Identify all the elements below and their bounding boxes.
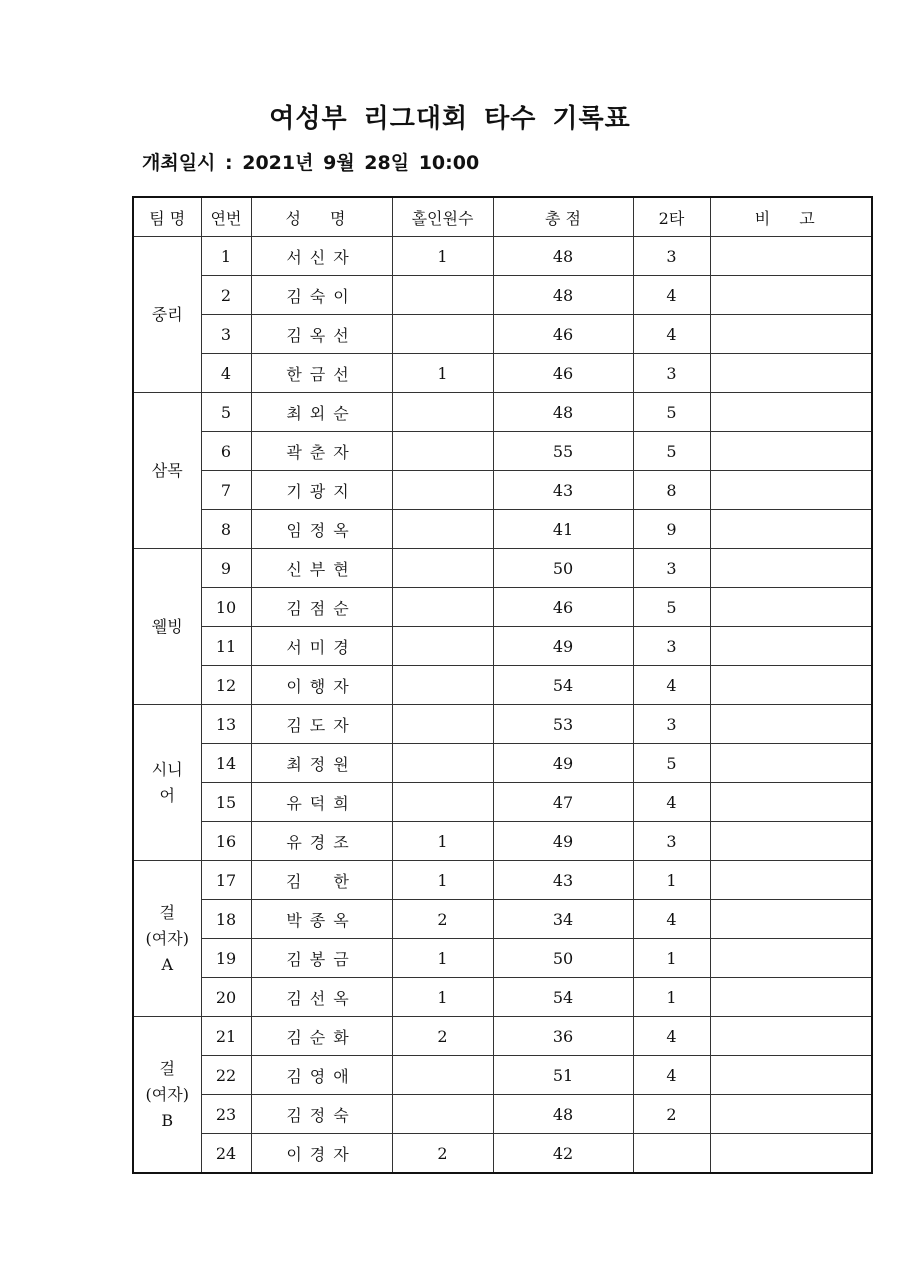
total-score-cell: 46 <box>493 354 633 393</box>
player-no-cell: 5 <box>201 393 251 432</box>
note-cell <box>710 1017 872 1056</box>
player-no-cell: 8 <box>201 510 251 549</box>
hole-in-one-cell: 1 <box>392 822 493 861</box>
player-no-cell: 19 <box>201 939 251 978</box>
note-cell <box>710 237 872 276</box>
team-name-cell: 걸 (여자) B <box>133 1017 201 1174</box>
two-stroke-cell: 4 <box>633 900 710 939</box>
score-table <box>132 196 873 1174</box>
hole-in-one-cell: 2 <box>392 1017 493 1056</box>
player-name-cell: 임정옥 <box>251 510 392 549</box>
player-no-cell: 22 <box>201 1056 251 1095</box>
total-score-cell: 48 <box>493 1095 633 1134</box>
table-row <box>133 237 872 276</box>
note-cell <box>710 393 872 432</box>
player-name-cell: 김정숙 <box>251 1095 392 1134</box>
player-no-cell: 18 <box>201 900 251 939</box>
header-total: 총 점 <box>493 197 633 237</box>
two-stroke-cell: 5 <box>633 393 710 432</box>
team-name-cell: 중리 <box>133 237 201 393</box>
total-score-cell: 41 <box>493 510 633 549</box>
player-name-cell: 이경자 <box>251 1134 392 1174</box>
table-row <box>133 705 872 744</box>
hole-in-one-cell: 1 <box>392 978 493 1017</box>
hole-in-one-cell: 2 <box>392 900 493 939</box>
note-cell <box>710 276 872 315</box>
player-no-cell: 11 <box>201 627 251 666</box>
header-team: 팀 명 <box>133 197 201 237</box>
hole-in-one-cell <box>392 549 493 588</box>
header-note: 비 고 <box>710 197 872 237</box>
header-two-stroke: 2타 <box>633 197 710 237</box>
total-score-cell: 43 <box>493 471 633 510</box>
two-stroke-cell: 3 <box>633 627 710 666</box>
hole-in-one-cell <box>392 744 493 783</box>
hole-in-one-cell <box>392 432 493 471</box>
table-row <box>133 588 872 627</box>
two-stroke-cell: 5 <box>633 744 710 783</box>
player-no-cell: 13 <box>201 705 251 744</box>
two-stroke-cell: 4 <box>633 1056 710 1095</box>
note-cell <box>710 1134 872 1174</box>
two-stroke-cell: 4 <box>633 1017 710 1056</box>
player-name-cell: 김선옥 <box>251 978 392 1017</box>
two-stroke-cell: 4 <box>633 783 710 822</box>
total-score-cell: 48 <box>493 276 633 315</box>
hole-in-one-cell <box>392 783 493 822</box>
table-row <box>133 900 872 939</box>
player-name-cell: 서신자 <box>251 237 392 276</box>
table-row <box>133 822 872 861</box>
hole-in-one-cell <box>392 588 493 627</box>
note-cell <box>710 432 872 471</box>
hole-in-one-cell <box>392 276 493 315</box>
total-score-cell: 54 <box>493 978 633 1017</box>
table-row <box>133 627 872 666</box>
total-score-cell: 34 <box>493 900 633 939</box>
player-no-cell: 12 <box>201 666 251 705</box>
two-stroke-cell: 3 <box>633 822 710 861</box>
two-stroke-cell: 2 <box>633 1095 710 1134</box>
table-header <box>133 197 872 237</box>
table-row <box>133 549 872 588</box>
hole-in-one-cell: 1 <box>392 939 493 978</box>
two-stroke-cell: 3 <box>633 354 710 393</box>
total-score-cell: 49 <box>493 744 633 783</box>
player-no-cell: 9 <box>201 549 251 588</box>
table-row <box>133 1017 872 1056</box>
table-row <box>133 315 872 354</box>
note-cell <box>710 744 872 783</box>
total-score-cell: 48 <box>493 237 633 276</box>
header-name: 성 명 <box>251 197 392 237</box>
table-row <box>133 861 872 900</box>
two-stroke-cell: 5 <box>633 588 710 627</box>
header-no: 연번 <box>201 197 251 237</box>
two-stroke-cell: 4 <box>633 666 710 705</box>
player-name-cell: 김봉금 <box>251 939 392 978</box>
table-row <box>133 978 872 1017</box>
total-score-cell: 50 <box>493 549 633 588</box>
player-name-cell: 한금선 <box>251 354 392 393</box>
hole-in-one-cell <box>392 393 493 432</box>
total-score-cell: 50 <box>493 939 633 978</box>
player-no-cell: 21 <box>201 1017 251 1056</box>
hole-in-one-cell <box>392 315 493 354</box>
hole-in-one-cell <box>392 627 493 666</box>
player-name-cell: 김도자 <box>251 705 392 744</box>
note-cell <box>710 1095 872 1134</box>
team-name-cell: 시니 어 <box>133 705 201 861</box>
player-no-cell: 4 <box>201 354 251 393</box>
total-score-cell: 53 <box>493 705 633 744</box>
player-name-cell: 서미경 <box>251 627 392 666</box>
note-cell <box>710 666 872 705</box>
player-name-cell: 이행자 <box>251 666 392 705</box>
player-name-cell: 김 한 <box>251 861 392 900</box>
total-score-cell: 54 <box>493 666 633 705</box>
player-no-cell: 3 <box>201 315 251 354</box>
two-stroke-cell: 1 <box>633 861 710 900</box>
player-no-cell: 15 <box>201 783 251 822</box>
hole-in-one-cell: 1 <box>392 237 493 276</box>
table-row <box>133 471 872 510</box>
two-stroke-cell <box>633 1134 710 1174</box>
hole-in-one-cell <box>392 705 493 744</box>
total-score-cell: 46 <box>493 588 633 627</box>
header-hole-in-one: 홀인원수 <box>392 197 493 237</box>
player-name-cell: 유경조 <box>251 822 392 861</box>
player-no-cell: 10 <box>201 588 251 627</box>
player-no-cell: 17 <box>201 861 251 900</box>
page-title: 여성부 리그대회 타수 기록표 <box>269 104 631 134</box>
header-row <box>133 197 872 237</box>
table-row <box>133 1134 872 1174</box>
table-row <box>133 354 872 393</box>
note-cell <box>710 822 872 861</box>
table-row <box>133 393 872 432</box>
event-datetime: 개최일시 : 2021년 9월 28일 10:00 <box>142 152 480 174</box>
total-score-cell: 47 <box>493 783 633 822</box>
player-no-cell: 7 <box>201 471 251 510</box>
player-name-cell: 김숙이 <box>251 276 392 315</box>
player-no-cell: 23 <box>201 1095 251 1134</box>
player-name-cell: 신부현 <box>251 549 392 588</box>
player-name-cell: 김영애 <box>251 1056 392 1095</box>
table-row <box>133 744 872 783</box>
hole-in-one-cell <box>392 1056 493 1095</box>
player-name-cell: 곽춘자 <box>251 432 392 471</box>
note-cell <box>710 315 872 354</box>
two-stroke-cell: 1 <box>633 978 710 1017</box>
note-cell <box>710 783 872 822</box>
player-name-cell: 기광지 <box>251 471 392 510</box>
note-cell <box>710 471 872 510</box>
note-cell <box>710 1056 872 1095</box>
player-no-cell: 24 <box>201 1134 251 1174</box>
total-score-cell: 48 <box>493 393 633 432</box>
total-score-cell: 36 <box>493 1017 633 1056</box>
player-name-cell: 김옥선 <box>251 315 392 354</box>
player-name-cell: 김점순 <box>251 588 392 627</box>
hole-in-one-cell: 1 <box>392 861 493 900</box>
hole-in-one-cell: 1 <box>392 354 493 393</box>
two-stroke-cell: 3 <box>633 237 710 276</box>
table-row <box>133 1095 872 1134</box>
table-row <box>133 510 872 549</box>
two-stroke-cell: 4 <box>633 315 710 354</box>
two-stroke-cell: 1 <box>633 939 710 978</box>
hole-in-one-cell <box>392 1095 493 1134</box>
two-stroke-cell: 5 <box>633 432 710 471</box>
two-stroke-cell: 3 <box>633 549 710 588</box>
hole-in-one-cell <box>392 471 493 510</box>
two-stroke-cell: 4 <box>633 276 710 315</box>
note-cell <box>710 588 872 627</box>
note-cell <box>710 549 872 588</box>
hole-in-one-cell <box>392 510 493 549</box>
table-row <box>133 432 872 471</box>
player-no-cell: 1 <box>201 237 251 276</box>
hole-in-one-cell: 2 <box>392 1134 493 1174</box>
team-name-cell: 웰빙 <box>133 549 201 705</box>
table-row <box>133 666 872 705</box>
total-score-cell: 46 <box>493 315 633 354</box>
player-no-cell: 2 <box>201 276 251 315</box>
total-score-cell: 49 <box>493 822 633 861</box>
total-score-cell: 42 <box>493 1134 633 1174</box>
total-score-cell: 49 <box>493 627 633 666</box>
player-name-cell: 최정원 <box>251 744 392 783</box>
note-cell <box>710 861 872 900</box>
two-stroke-cell: 8 <box>633 471 710 510</box>
team-name-cell: 걸 (여자) A <box>133 861 201 1017</box>
player-name-cell: 최외순 <box>251 393 392 432</box>
total-score-cell: 51 <box>493 1056 633 1095</box>
player-name-cell: 유덕희 <box>251 783 392 822</box>
player-no-cell: 6 <box>201 432 251 471</box>
note-cell <box>710 627 872 666</box>
team-name-cell: 삼목 <box>133 393 201 549</box>
player-name-cell: 김순화 <box>251 1017 392 1056</box>
player-no-cell: 16 <box>201 822 251 861</box>
two-stroke-cell: 9 <box>633 510 710 549</box>
table-row <box>133 1056 872 1095</box>
player-name-cell: 박종옥 <box>251 900 392 939</box>
hole-in-one-cell <box>392 666 493 705</box>
note-cell <box>710 510 872 549</box>
table-body <box>133 237 872 1174</box>
total-score-cell: 43 <box>493 861 633 900</box>
table-row <box>133 939 872 978</box>
table-row <box>133 276 872 315</box>
two-stroke-cell: 3 <box>633 705 710 744</box>
total-score-cell: 55 <box>493 432 633 471</box>
player-no-cell: 20 <box>201 978 251 1017</box>
note-cell <box>710 354 872 393</box>
table-row <box>133 783 872 822</box>
note-cell <box>710 705 872 744</box>
note-cell <box>710 939 872 978</box>
player-no-cell: 14 <box>201 744 251 783</box>
note-cell <box>710 900 872 939</box>
note-cell <box>710 978 872 1017</box>
